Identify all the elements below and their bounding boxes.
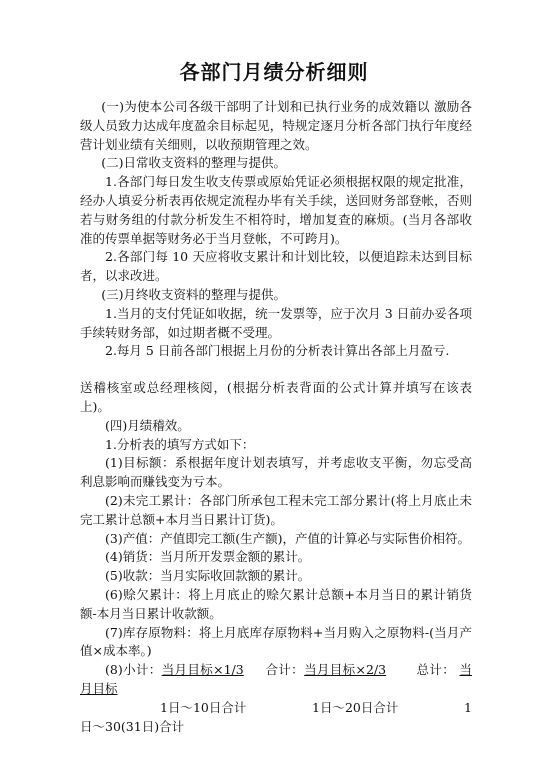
- section-heading-monthend: (三)月终收支资料的整理与提供。: [101, 286, 287, 302]
- section-heading-daily: (二)日常收支资料的整理与提供。: [101, 155, 287, 171]
- item-inventory: (7)库存原物料：将上月底库存原物料+当月购入之原物料-(当月产值×成本率。): [80, 624, 472, 659]
- subtotal-value: 当月目标×1/3: [161, 662, 244, 678]
- paragraph-daily-2: 2.各部门每 10 天应将收支累计和计划比较，以便追踪未达到目标者，以求改进。: [80, 249, 472, 284]
- document-body: [80, 98, 472, 736]
- paragraph-monthend-2: 2.每月 5 日前各部门根据上月份的分析表计算出各部上月盈亏.: [105, 343, 450, 359]
- period-1-10: 1日～10日合计: [160, 699, 247, 715]
- section-heading-performance: (四)月绩稽效。: [105, 417, 190, 433]
- item-target: (1)目标额：系根据年度计划表填写，并考虑收支平衡，勿忘受高利息影响而赚钱变为亏本。: [80, 455, 472, 490]
- document-title: 各部门月绩分析细则: [179, 60, 369, 84]
- period-1-20: 1日～20日合计: [312, 699, 399, 715]
- grand-total-value: 当月目标: [80, 662, 472, 696]
- item-subtotal: [80, 661, 472, 699]
- item-sales: (4)销货：当月所开发票金额的累计。: [105, 549, 311, 565]
- period-1-30-start: 1: [464, 699, 472, 715]
- blank-line: [80, 361, 472, 379]
- subtotal-prefix: (8)小计：: [105, 662, 162, 678]
- paragraph-fill-method: 1.分析表的填写方式如下：: [105, 436, 255, 452]
- grand-total-label: 总计：: [416, 662, 456, 678]
- paragraph-monthend-1: 1.当月的支付凭证如收据，统一发票等，应于次月 3 日前办妥各项手续转财务部，如过期者概不受理。: [80, 305, 472, 340]
- item-output: (3)产值：产值即完工额(生产额)，产值的计算必与实际售价相符。: [105, 530, 470, 546]
- total-label: 合计：: [265, 662, 305, 678]
- paragraph-daily-1: 1.各部门每日发生收支传票或原始凭证必须根据权限的规定批准，经办人填妥分析表再依规定流程办毕有关手续，送回财务部登帐，否则若与财务组的付款分析发生不相符时，增加复查的麻烦。(当月各部收准的传票单据等财务必于当月登帐，不可跨月)。: [80, 174, 472, 246]
- period-row: [80, 699, 472, 718]
- paragraph-monthend-2-continued: 送稽核室或总经理核阅，(根据分析表背面的公式计算并填写在该表上)。: [80, 380, 472, 414]
- item-unfinished: (2)未完工累计：各部门所承包工程未完工部分累计(将上月底止未完工累计总额+本月当日累计订货)。: [80, 492, 472, 527]
- paragraph-purpose: (一)为使本公司各级干部明了计划和已执行业务的成效籍以 激励各级人员致力达成年度盈余目标起见，特规定逐月分析各部门执行年度经营计划业绩有关细则，以收预期管理之效。: [80, 99, 472, 152]
- item-credit: (6)赊欠累计：将上月底止的赊欠累计总额+本月当日的累计销货额-本月当日累计收款额。: [80, 586, 472, 621]
- total-value: 当月目标×2/3: [304, 662, 387, 678]
- period-1-30-continued: 日～30(31日)合计: [80, 718, 185, 734]
- item-collection: (5)收款：当月实际收回款额的累计。: [105, 568, 311, 584]
